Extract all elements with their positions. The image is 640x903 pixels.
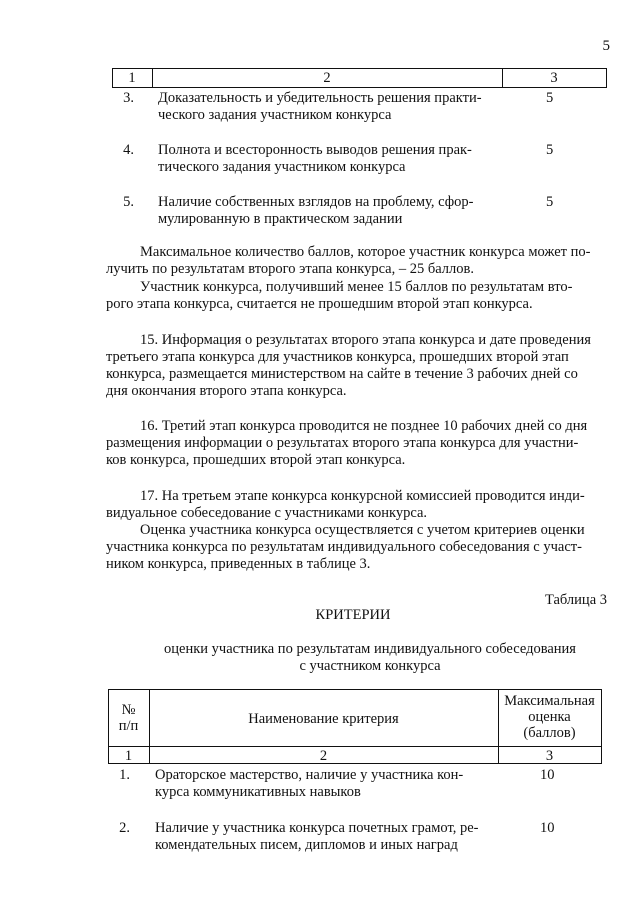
score: 5: [546, 90, 554, 106]
header-number-col: № п/п: [118, 702, 139, 734]
criterion-line: курса коммуникативных навыков: [155, 784, 361, 800]
row-number: 4.: [123, 142, 134, 158]
table2-header-col1: 1: [128, 70, 136, 86]
index-col2: 2: [319, 748, 328, 764]
paragraph-17: 17. На третьем этапе конкурса конкурсной комиссией проводится инди- видуальное собеседование с участниками конкурса.: [106, 488, 585, 521]
index-col1: 1: [124, 748, 133, 764]
score: 5: [546, 194, 554, 210]
table-title: КРИТЕРИИ: [315, 607, 391, 623]
criterion-line: Ораторское мастерство, наличие у участника кон-: [155, 767, 464, 783]
table2-header-col3: 3: [550, 70, 558, 86]
table2-header-col2: 2: [323, 70, 331, 86]
criterion-line: Наличие собственных взглядов на проблему, сфор-: [158, 194, 474, 210]
paragraph-max-score: Максимальное количество баллов, которое участник конкурса может по- лучить по результатам второго этапа конкурса, – 25 баллов.: [106, 244, 591, 277]
score: 5: [546, 142, 554, 158]
score: 10: [540, 767, 555, 783]
row-number: 1.: [119, 767, 130, 783]
paragraph-min-score: Участник конкурса, получивший менее 15 баллов по результатам вто- рого этапа конкурса, считается не прошедшим второй этап конкурса.: [106, 279, 573, 312]
criterion-line: мулированную в практическом задании: [158, 211, 403, 227]
criterion-line: Доказательность и убедительность решения практи-: [158, 90, 482, 106]
page-number: 5: [602, 38, 610, 54]
criterion-line: тического задания участником конкурса: [158, 159, 406, 175]
score: 10: [540, 820, 555, 836]
index-col3: 3: [545, 748, 554, 764]
paragraph-evaluation: Оценка участника конкурса осуществляется с учетом критериев оценки участника конкурса по результатам индивидуального собеседования с участ- ником конкурса, приведенных в таблице 3.: [106, 522, 585, 572]
row-number: 3.: [123, 90, 134, 106]
criterion-line: комендательных писем, дипломов и иных наград: [155, 837, 458, 853]
header-criterion-col: Наименование критерия: [248, 711, 399, 727]
paragraph-16: 16. Третий этап конкурса проводится не позднее 10 рабочих дней со дня размещения информации о результатах второго этапа конкурса для участни- ков конкурса, прошедших второй этап конкурса.: [106, 418, 588, 468]
criterion-line: Полнота и всесторонность выводов решения прак-: [158, 142, 472, 158]
header-score-col: Максимальная оценка (баллов): [504, 693, 595, 741]
row-number: 2.: [119, 820, 130, 836]
table-subtitle: оценки участника по результатам индивидуального собеседования с участником конкурса: [164, 641, 576, 674]
criterion-line: Наличие у участника конкурса почетных грамот, ре-: [155, 820, 479, 836]
paragraph-15: 15. Информация о результатах второго этапа конкурса и дате проведения третьего этапа конкурса для участников конкурса, прошедших второй этап конкурса, размещается министерством на сайте в течение 3 рабочих дней со дня окончания второго этапа конкурса.: [106, 332, 591, 399]
criterion-line: ческого задания участником конкурса: [158, 107, 392, 123]
row-number: 5.: [123, 194, 134, 210]
table-label: Таблица 3: [544, 592, 607, 608]
